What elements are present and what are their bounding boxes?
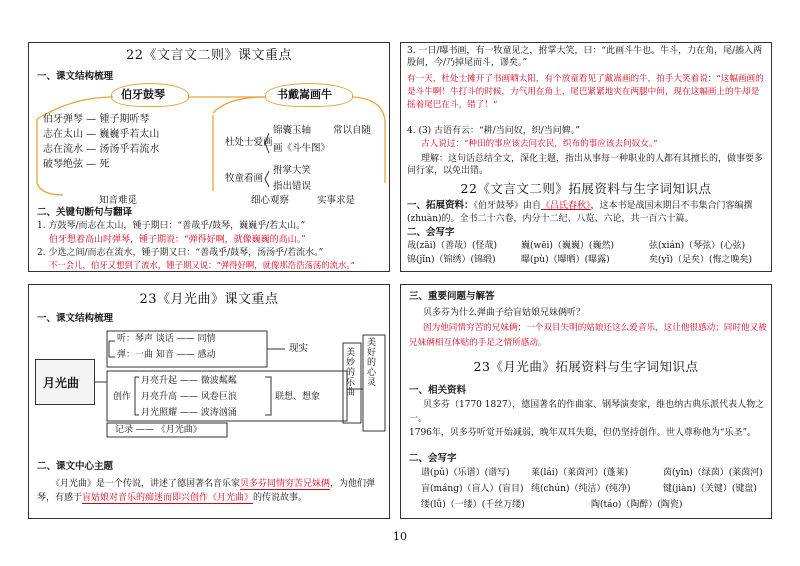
- structure-diagram: [33, 83, 387, 201]
- diagram-side-label: 美妙的乐曲: [346, 348, 356, 398]
- panel-title: 23《月光曲》拓展资料与生字词知识点: [473, 359, 699, 374]
- theme-part: 的传说故事。: [253, 493, 308, 504]
- answer: 因为他同情穷苦的兄妹俩；一个双目失明的姑娘还这么爱音乐，这让他很感动；同时他又被兄妹俩相互体贴的手足之情所感动。: [409, 323, 767, 348]
- vocab-item: 盲(máng)（盲人）(盲目): [421, 484, 524, 494]
- diagram-summary: 实事求是: [317, 195, 356, 206]
- section-heading: 二、关键句断句与翻译: [37, 207, 133, 218]
- theme-highlight: 盲姑娘对音乐的痴迷而即兴创作《月光曲》: [82, 493, 254, 504]
- section-heading: 三、重要问题与解答: [409, 291, 495, 302]
- sentence: 1. 方鼓琴/而志在太山，锺子期曰：“善哉乎/鼓琴，巍巍乎/若太山。”: [37, 221, 306, 231]
- theme-text: [37, 477, 385, 506]
- panel-title: 22《文言文二则》拓展资料与生字词知识点: [460, 181, 712, 196]
- panel-lesson23-extension: [400, 284, 772, 519]
- diagram-line: 听：琴声 谈话 —— 同情: [117, 334, 216, 344]
- vocab-item: 锦(jǐn)（锦绣）(锦缎): [407, 255, 496, 265]
- info-text: 《伯牙鼓琴》由自: [473, 201, 542, 211]
- panel-title: 22《文言文二则》课文重点: [125, 48, 293, 63]
- vocab-item: 矣(yǐ)（足矣）(悔之晚矣): [649, 255, 753, 265]
- section-heading: 二、课文中心主题: [37, 461, 114, 472]
- comprehension-note: 理解：这句话总结全文，深化主题，指出从事每一种职业的人都有其擅长的，做事要多问行家，以免出错。: [407, 154, 764, 177]
- theme-highlight: 贝多芬同情穷苦兄妹俩: [240, 479, 331, 489]
- vocab-item: 哉(zāi)（善哉）(怪哉): [407, 241, 498, 251]
- diagram-left-title: 伯牙鼓琴: [121, 88, 165, 101]
- vocab-item: 弦(xián)（琴弦）(心弦): [649, 241, 746, 251]
- bio-text: 1796年，贝多芬听觉开始减弱，晚年双耳失聪，但仍坚持创作。世人尊称他为“乐圣”。: [409, 428, 757, 438]
- section-heading: 一、课文结构梳理: [37, 71, 114, 82]
- panel-lesson22-extension: [400, 42, 772, 272]
- source-book: 《吕氏春秋》: [541, 201, 591, 211]
- panel-lesson23-keypoints: [28, 284, 390, 519]
- diagram-node: 锦囊玉轴: [273, 125, 312, 136]
- diagram-line: 伯牙弹琴 — 锺子期听琴: [43, 114, 150, 125]
- vocab-item: 纯(chún)（纯洁）(纯净): [531, 484, 631, 494]
- info-text: ，这本书是战国末期吕不韦集合门客编撰(zhuàn)的。全书二十六卷，内分十二纪、八览、六论，共一百六十篇。: [407, 201, 753, 224]
- diagram-node: 画《斗牛图》: [273, 143, 331, 154]
- vocab-item: 巍(wēi)（巍巍）(巍然): [521, 241, 614, 251]
- diagram-line: 月亮升高 —— 风卷巨浪: [141, 392, 237, 402]
- diagram-line: 志在太山 — 巍巍乎若太山: [43, 129, 160, 140]
- translation: 伯牙想着高山时弹琴，锺子期说：“弹得好啊，就像巍巍的高山。”: [49, 235, 306, 245]
- section-heading: 一、拓展资料：: [407, 200, 474, 211]
- question: 贝多芬为什么弹曲子给盲姑娘兄妹俩听？: [423, 308, 586, 318]
- diagram-node: 指出错误: [273, 181, 312, 192]
- section-heading: 二、会写字: [407, 227, 455, 238]
- diagram-node: 杜处士爱画: [225, 137, 273, 148]
- section-heading: 一、课文结构梳理: [37, 313, 114, 324]
- diagram-node: 牧童看画: [225, 173, 264, 184]
- diagram-side-label: 美好的心灵: [367, 338, 377, 388]
- diagram-node: 拊掌大笑: [273, 165, 312, 176]
- sentence: 3. 一日/曝书画，有一牧童见之，拊掌大笑，曰：“此画斗牛也。牛斗，力在角，尾/搐入两股间，今/乃掉尾而斗，谬矣。”: [407, 46, 763, 69]
- section-heading: 一、相关资料: [409, 385, 467, 396]
- diagram-line: 志在流水 — 汤汤乎若流水: [43, 144, 160, 155]
- theme-part: 《月光曲》是一个传说，讲述了德国著名音乐家: [51, 479, 241, 489]
- diagram-center: 月光曲: [43, 376, 80, 390]
- vocab-item: 莱(lái)（莱茵河）(蓬莱): [531, 468, 629, 478]
- extension-info: [407, 200, 767, 225]
- diagram-node: 常以自随: [333, 125, 372, 136]
- diagram-line: 月亮升起 —— 微波粼粼: [141, 376, 237, 386]
- page-number: 10: [393, 530, 407, 543]
- theme-part: ，为他们弹琴，有感于: [37, 479, 376, 504]
- diagram-line: 破琴绝弦 — 死: [43, 159, 110, 170]
- vocab-item: 谱(pǔ)（乐谱）(谱写): [421, 468, 510, 478]
- diagram-right-title: 书戴嵩画牛: [277, 88, 332, 101]
- sentence: 4. (3) 古语有云：“耕/当问奴，织/当问婢。”: [407, 126, 580, 136]
- translation: 有一天，杜处士摊开了书画晒太阳，有个放童看见了戴嵩画的牛，拍手大笑着说：“这幅画画的是斗牛啊！牛打斗的时候，力气用在角上，尾巴紧紧地夹在两腿中间，现在这幅画上的牛却是摇着尾巴在斗，错了！”: [407, 74, 764, 110]
- translation: 不一会儿，伯牙又想到了流水，锺子期又说：“弹得好啊，就像那浩浩荡荡的流水。”: [49, 260, 355, 270]
- vocab-item: 键(jiàn)（关键）(键盘): [663, 484, 757, 494]
- diagram-line: 记录 —— 《月光曲》: [115, 425, 202, 435]
- structure-diagram: [35, 329, 387, 439]
- sentence: 2. 少选之间/而志在流水，锺子期又曰：“善哉乎/鼓琴，汤汤乎/若流水。”: [37, 248, 324, 258]
- panel-title: 23《月光曲》课文重点: [139, 292, 279, 307]
- diagram-label: 联想、想象: [275, 392, 321, 402]
- vocab-item: 陶(táo)（陶醉）(陶瓷): [591, 500, 683, 510]
- diagram-arcs: [33, 83, 387, 201]
- diagram-summary: 细心观察: [251, 195, 290, 206]
- vocab-item: 曝(pù)（曝晒）(曝露): [521, 255, 610, 265]
- translation: 古人说过：“种田的事应该去问农民，织布的事应该去问奴女。”: [421, 139, 658, 149]
- diagram-summary: 知音难觅: [99, 195, 138, 206]
- vocab-item: 缕(lǚ)（一缕）(千丝万缕): [421, 500, 525, 510]
- vocab-item: 茵(yīn)（绿茵）(莱茵河): [663, 468, 763, 478]
- diagram-line: 弹：一曲 知音 —— 感动: [117, 350, 216, 360]
- section-heading: 二、会写字: [409, 453, 457, 464]
- panel-lesson22-keypoints: [28, 42, 390, 272]
- diagram-label: 创作: [113, 392, 132, 402]
- diagram-label: 现实: [289, 343, 309, 354]
- diagram-line: 月光照耀 —— 波涛汹涌: [141, 408, 237, 418]
- bio-text: 贝多芬（1770 1827），德国著名的作曲家、钢琴演奏家，维也纳古典乐派代表人物之一。: [409, 400, 765, 424]
